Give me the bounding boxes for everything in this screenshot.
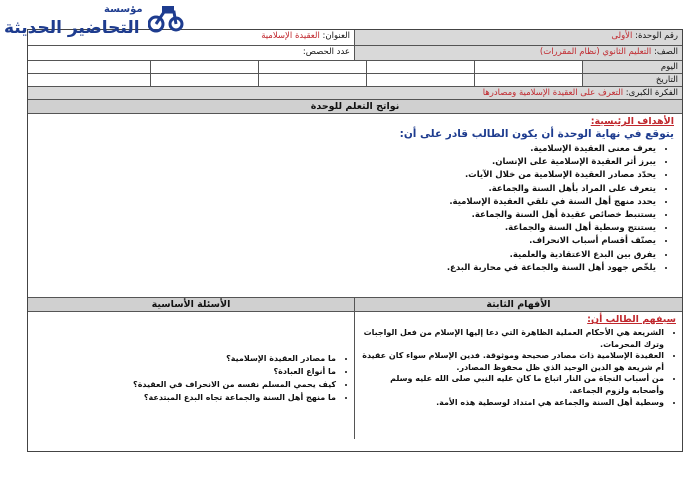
understandings-title: الأفهام الثابتة [355, 298, 682, 312]
day-slot-3 [258, 61, 366, 73]
understanding-item: • العقيدة الإسلامية ذات مصادر صحيحة وموثوقة. فدين الإسلام سواء كان عقيدة أم شريعة هو الدين الوحيد الذي ظل محفوظ المصادر. [361, 350, 664, 373]
day-slot-2 [366, 61, 474, 73]
periods-label: عدد الحصص: [302, 47, 350, 57]
date-slot-3 [258, 74, 366, 86]
date-slot-2 [366, 74, 474, 86]
question-item: • كيف يحمي المسلم نفسه من الانحراف في العقيدة؟ [34, 378, 336, 391]
objective-item: • يستنبط خصائص عقيدة أهل السنة والجماعة. [36, 209, 656, 222]
date-slot-5 [28, 74, 150, 86]
lesson-plan-sheet [27, 29, 683, 452]
objective-item: • يحدد منهج أهل السنة في تلقي العقيدة الإسلامية. [36, 196, 656, 209]
date-label: التاريخ [655, 75, 678, 85]
objective-item: • يفرق بين البدع الاعتقادية والعلمية. [36, 249, 656, 262]
unit-label: رقم الوحدة: [635, 31, 678, 41]
question-item: • ما منهج أهل السنة والجماعة تجاه البدع المبتدعة؟ [34, 391, 336, 404]
objectives-intro: يتوقع في نهاية الوحدة أن يكون الطالب قادر على أن: [399, 128, 674, 140]
big-idea-label: الفكرة الكبرى: [625, 88, 678, 98]
objective-item: • يصنّف أقسام أسباب الانحراف. [36, 235, 656, 248]
class-label: الصف: [654, 47, 678, 57]
class-cell [354, 46, 682, 60]
questions-title: الأسئلة الأساسية [28, 298, 354, 312]
understandings-column [354, 298, 682, 439]
bottom-section [28, 298, 682, 439]
questions-column [28, 298, 354, 439]
understanding-item: • من أسباب النجاة من النار اتباع ما كان عليه النبي صلى الله عليه وسلم وأصحابه ولزوم الجماعة. [361, 373, 664, 396]
objective-item: • يلخّص جهود أهل السنة والجماعة في محاربة البدع. [36, 262, 656, 275]
day-slot-5 [28, 61, 150, 73]
date-label-cell [582, 74, 682, 86]
objective-item: • يعرف معنى العقيدة الإسلامية. [36, 143, 656, 156]
outcomes-bar: نواتج التعلم للوحدة [28, 100, 682, 114]
header-row-date [28, 74, 682, 87]
objective-item: • يتعرف على المراد بأهل السنة والجماعة. [36, 183, 656, 196]
day-label-cell [582, 61, 682, 73]
logo-main-text: التحاضير الحديثة [4, 18, 140, 38]
question-item: • ما مصادر العقيدة الإسلامية؟ [34, 352, 336, 365]
objective-item: • يحدّد مصادر العقيدة الإسلامية من خلال الآيات. [36, 169, 656, 182]
periods-cell [28, 46, 354, 60]
questions-list [28, 352, 354, 404]
objective-item: • يبرز أثر العقيدة الإسلامية على الإنسان. [36, 156, 656, 169]
day-slot-4 [150, 61, 258, 73]
understandings-list [355, 327, 682, 408]
question-item: • ما أنواع العبادة؟ [34, 365, 336, 378]
logo-small-text: مؤسسة [104, 4, 143, 15]
date-slot-4 [150, 74, 258, 86]
big-idea-value: التعرف على العقيدة الإسلامية ومصادرها [482, 88, 624, 98]
objectives-section [28, 114, 682, 298]
unit-cell [354, 30, 682, 45]
big-idea-row [28, 87, 682, 100]
day-label: اليوم [660, 62, 678, 72]
understanding-item: • وسطية أهل السنة والجماعة هي امتداد لوسطية هذه الأمة. [361, 397, 664, 409]
day-slot-1 [474, 61, 582, 73]
header-row-class [28, 46, 682, 61]
title-value: العقيدة الإسلامية [261, 31, 320, 41]
objective-item: • يستنتج وسطية أهل السنة والجماعة. [36, 222, 656, 235]
date-slot-1 [474, 74, 582, 86]
unit-value: الأولى [611, 31, 633, 41]
motorcycle-icon [148, 2, 184, 34]
understandings-heading: سيفهم الطالب أن: [587, 314, 676, 325]
watermark-logo [2, 2, 186, 40]
class-value: التعليم الثانوي (نظام المقررات) [539, 47, 652, 57]
objectives-heading: الأهداف الرئيسية: [590, 116, 674, 127]
big-idea-cell [28, 87, 682, 99]
understanding-item: • الشريعة هي الأحكام العملية الظاهرة التي دعا إليها الإسلام من فعل الواجبات وترك المحرمات. [361, 327, 664, 350]
header-row-day [28, 61, 682, 74]
objectives-list [36, 143, 674, 275]
title-label: العنوان: [322, 31, 350, 41]
